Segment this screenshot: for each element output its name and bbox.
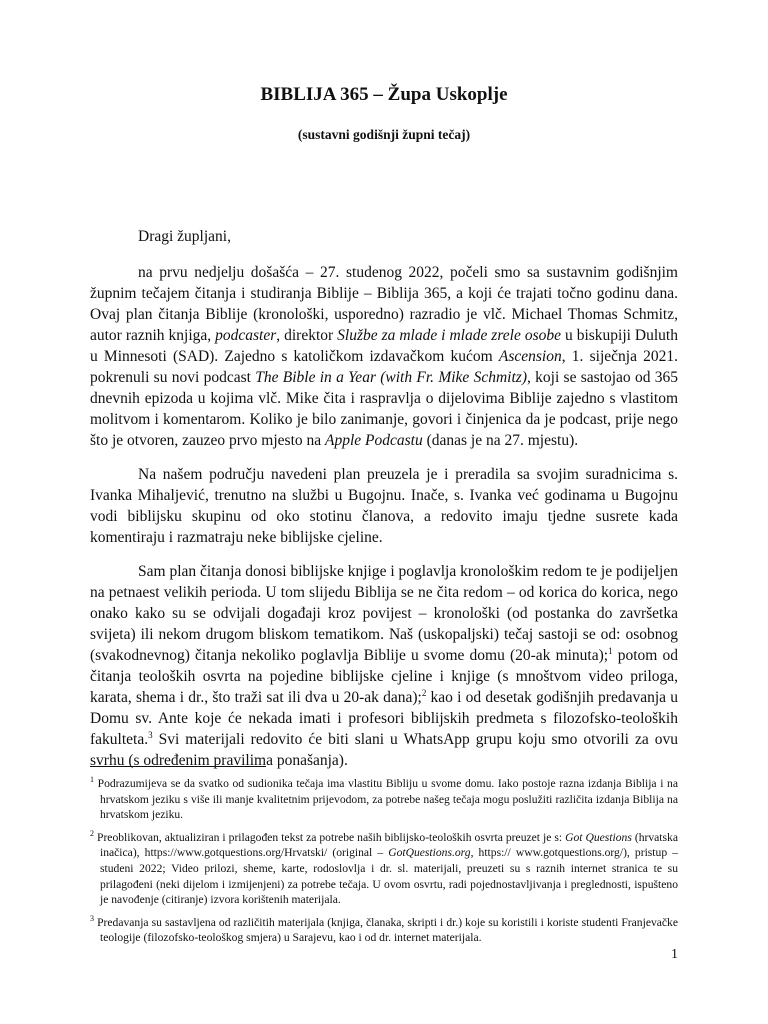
p1-text-b: , direktor [276, 327, 338, 344]
p1-italic-podcast-title: The Bible in a Year (with Fr. Mike Schmitz) [255, 369, 527, 386]
p1-italic-service: Službe za mlade i mlade zrele osobe [337, 327, 561, 344]
paragraph-1 [90, 262, 678, 451]
greeting: Dragi župljani, [138, 228, 231, 245]
footnote-3-text: Predavanja su sastavljena od različitih materijala (knjiga, članaka, skripti i dr.) koje su koristili i koriste studenti Franjevačke teologije (filozofsko-teološkog smjera) u Sarajevu, kao i od dr. internet materijala. [97, 915, 678, 945]
p3-text-a: Sam plan čitanja donosi biblijske knjige i poglavlja kronološkim redom te je podijeljen na petnaest velikih perioda. U tom slijedu Biblija se ne čita redom – od korica do korica, nego onako kako su se odvijali događaji kroz povijest – kronološki (od postanka do završetka svijeta) ili nekom drugom bliskom tematikom. Naš (uskopaljski) tečaj sastoji se od: osobnog (svakodnevnog) čitanja nekoliko poglavlja Biblije u svome domu (20-ak minuta); [90, 563, 678, 664]
footnote-2-number: 2 [90, 828, 94, 838]
footnote-2-italic-gotquestions-org: GotQuestions.org [388, 846, 471, 860]
p1-text-a: na prvu nedjelju došašća – 27. studenog 2022, počeli smo sa sustavnim godišnjim župnim tečajem čitanja i studiranja Biblije – Biblija 365, a koji će trajati točno godinu dana. Ovaj plan čitanja Biblije (kronološki, usporedno) razradio je vlč. Michael Thomas Schmitz, autor raznih knjiga, [90, 264, 678, 344]
footnote-3 [90, 915, 678, 946]
footnotes [90, 776, 678, 953]
footnote-2 [90, 830, 678, 908]
footnote-2-italic-got-questions: Got Questions [565, 830, 632, 844]
footnote-ref-2[interactable]: 2 [421, 687, 427, 698]
footnote-2-text-c: , https:// www.gotquestions.org/), pristup – studeni 2022; Video prilozi, sheme, karte, rodoslovlja i dr. sl. materijali, preuzeti su s raznih internet stranica te su prilagođeni (neki dijelom i izmijenjeni) za potrebe tečaja. U ovom osvrtu, radi pojednostavljivanja i preglednosti, ispušteno je navođenje (citiranje) izvora korištenih materijala. [100, 846, 678, 907]
paragraph-2: Na našem području navedeni plan preuzela je i preradila sa svojim suradnicima s. Ivanka Mihaljević, trenutno na službi u Bugojnu. Inače, s. Ivanka već godinama u Bugojnu vodi biblijsku skupinu od oko stotinu članova, a redovito imaju tjedne susrete kada komentiraju i razmatraju neke biblijske cjeline. [90, 466, 678, 546]
p1-text-f: (danas je na 27. mjestu). [422, 432, 579, 449]
p3-text-c: kao i od desetak godišnjih predavanja u Domu sv. Ante koje će nekada imati i profesori biblijskih predmeta s filozofsko-teoloških fakulteta. [90, 689, 678, 748]
document-title: BIBLIJA 365 – Župa Uskoplje [260, 84, 508, 105]
footnote-ref-1[interactable]: 1 [608, 645, 613, 656]
footnote-3-number: 3 [90, 913, 94, 923]
p3-text-d: Svi materijali redovito će biti slani u WhatsApp grupu koju smo otvorili za ovu svrhu (s određenim pravilima ponašanja). [90, 731, 678, 769]
paragraph-3 [90, 561, 678, 771]
p1-italic-ascension: Ascension [498, 348, 562, 365]
page-number: 1 [671, 947, 678, 962]
letter-body [90, 226, 678, 784]
footnote-1 [90, 776, 678, 823]
footnote-separator [90, 766, 266, 767]
p3-text-b: potom od čitanja teoloških osvrta na pojedine biblijske cjeline i knjige (s mnoštvom video priloga, karata, shema i dr., što traži sat ili dva u 20-ak dana); [90, 647, 678, 706]
footnote-1-number: 1 [90, 775, 94, 785]
document-subtitle: (sustavni godišnji župni tečaj) [297, 127, 471, 142]
footnote-2-text-b: (hrvatska inačica), https://www.gotquestions.org/Hrvatski/ (original – [100, 830, 678, 860]
p1-text-c: u biskupiji Duluth u Minnesoti (SAD). Zajedno s katoličkom izdavačkom kućom [90, 327, 678, 365]
p1-text-e: , koji se sastojao od 365 dnevnih epizoda u kojima vlč. Mike čita i raspravlja o dijelovima Biblije zajedno s vlastitom molitvom i komentarom. Koliko je bilo zanimanje, govori i činjenica da je podcast, prije nego što je otvoren, zauzeo prvo mjesto na [90, 369, 678, 449]
footnote-2-text-a: Preoblikovan, aktualiziran i prilagođen tekst za potrebe naših biblijsko-teoloških osvrta preuzet je s: [97, 830, 566, 844]
p1-italic-apple-podcast: Apple Podcastu [325, 432, 423, 449]
footnote-1-text: Podrazumijeva se da svatko od sudionika tečaja ima vlastitu Bibliju u svome domu. Iako postoje razna izdanja Biblija i na hrvatskom jeziku s više ili manje kvalitetnim prijevodom, za potrebe našeg tečaja mogu poslužiti različita izdanja Biblija na hrvatskom jeziku. [97, 777, 678, 822]
footnote-ref-3[interactable]: 3 [148, 729, 153, 740]
p1-text-d: , 1. siječnja 2021. pokrenuli su novi podcast [90, 348, 679, 386]
p1-italic-podcaster: podcaster [215, 327, 277, 344]
